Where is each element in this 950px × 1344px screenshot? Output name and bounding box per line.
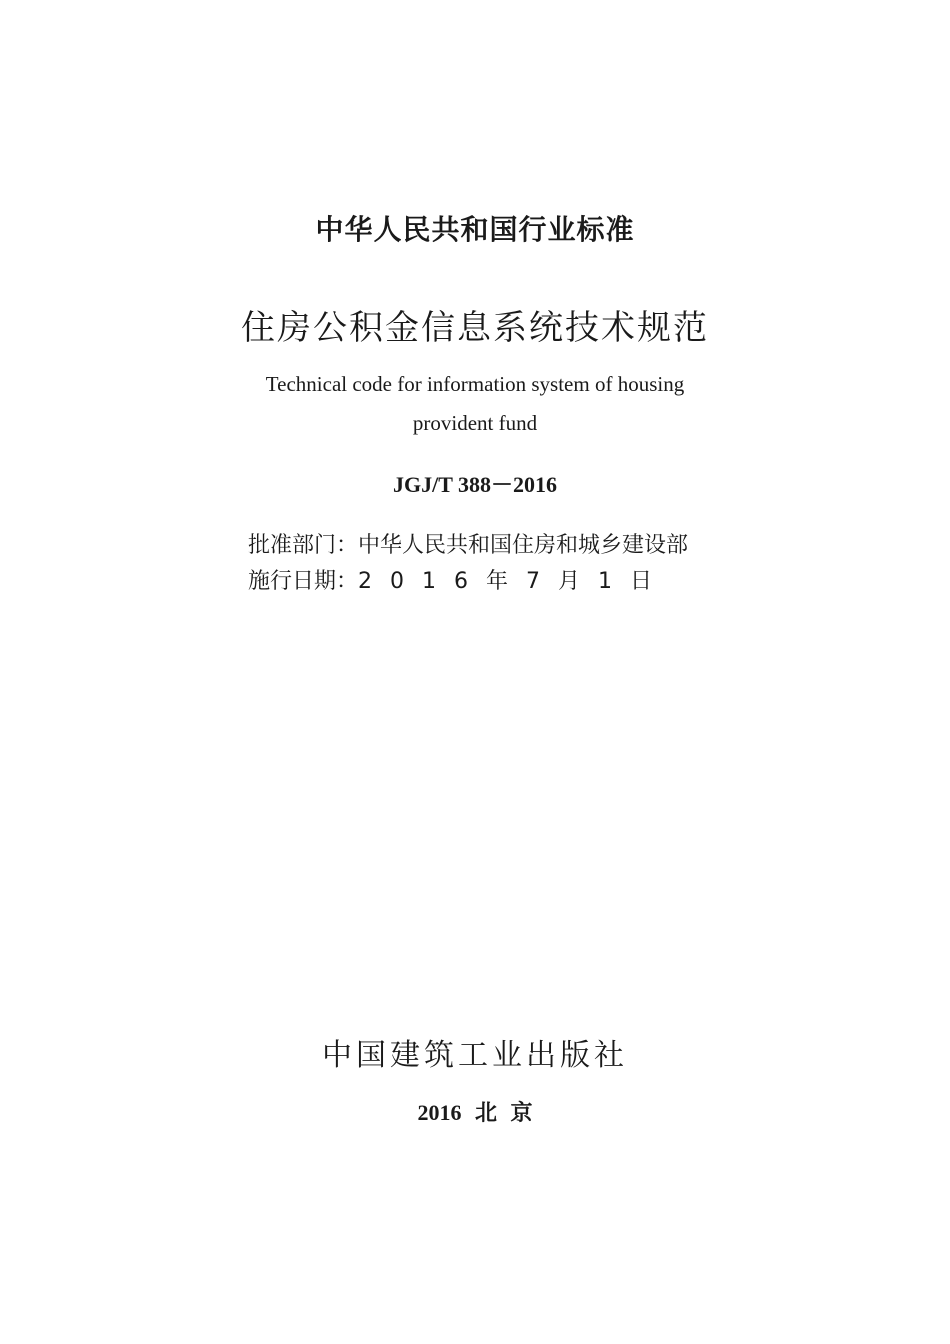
approval-value: 中华人民共和国住房和城乡建设部 xyxy=(358,533,689,558)
publication-place: 2016 北 京 xyxy=(417,1100,533,1125)
effective-date-row xyxy=(248,564,728,595)
effective-label: 施行日期： xyxy=(248,569,359,594)
approval-label: 批准部门： xyxy=(248,533,359,558)
title-english-line2: provident fund xyxy=(412,411,538,435)
standard-code: JGJ/T 388－2016 xyxy=(392,472,557,497)
standard-series: 中华人民共和国行业标准 xyxy=(315,213,635,246)
effective-value: 2016年7月1日 xyxy=(358,569,670,594)
publisher: 中国建筑工业出版社 xyxy=(322,1038,628,1073)
title-chinese: 住房公积金信息系统技术规范 xyxy=(241,308,709,348)
approval-department-row xyxy=(248,528,728,559)
title-english-line1: Technical code for information system of housing xyxy=(265,372,685,396)
